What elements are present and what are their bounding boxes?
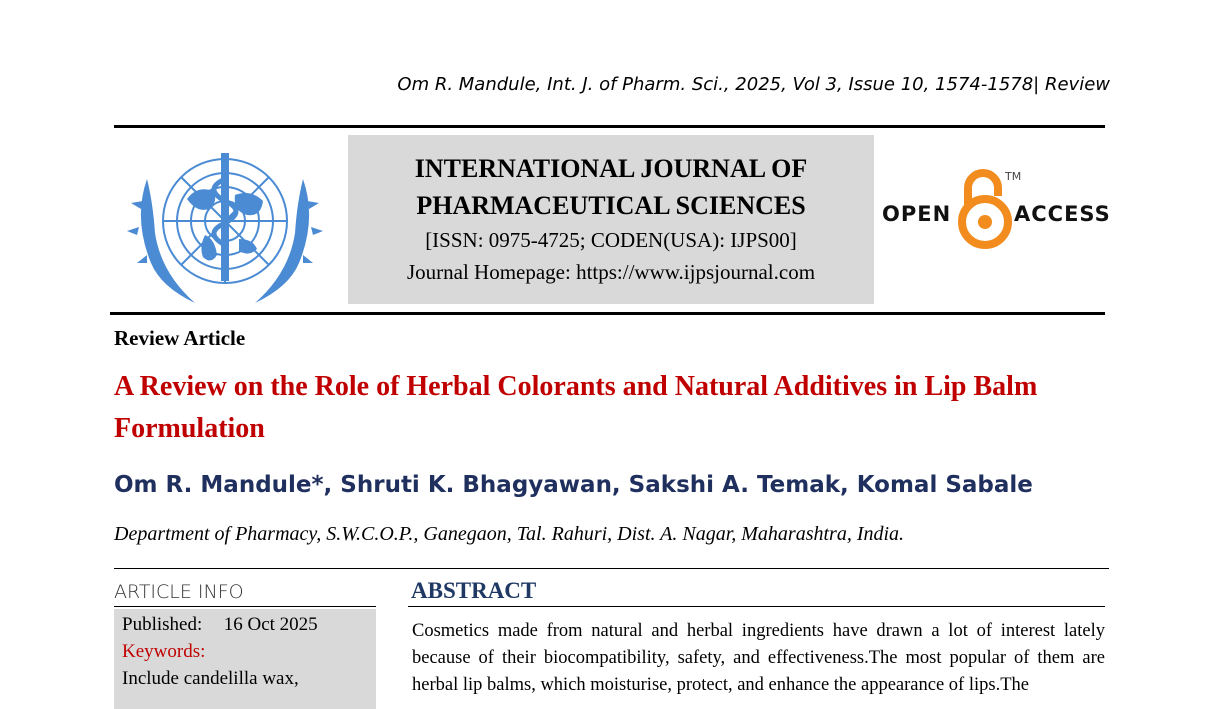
running-header-citation: Om R. Mandule, Int. J. of Pharm. Sci., 2025, Vol 3, Issue 10, 1574-1578| Review xyxy=(397,74,1110,95)
keywords-label: Keywords: xyxy=(122,641,206,662)
journal-name xyxy=(348,150,874,224)
article-info-heading: ARTICLE INFO xyxy=(114,581,244,603)
header-bottom-rule xyxy=(110,312,1105,315)
open-access-right-text: ACCESS xyxy=(1014,202,1111,226)
header-top-rule xyxy=(114,125,1105,128)
open-access-logo xyxy=(880,164,1111,254)
journal-name-line1: INTERNATIONAL JOURNAL OF xyxy=(414,154,808,183)
affiliation-rule xyxy=(114,568,1109,569)
abstract-heading: ABSTRACT xyxy=(411,578,537,603)
keywords-text: Include candelilla wax, xyxy=(122,668,299,689)
journal-homepage: Journal Homepage: https://www.ijpsjournal.com xyxy=(406,260,816,284)
article-info-rule xyxy=(114,606,376,607)
journal-name-line2: PHARMACEUTICAL SCIENCES xyxy=(416,191,806,220)
abstract-rule xyxy=(408,606,1105,607)
open-access-left-text: OPEN xyxy=(882,202,952,226)
abstract-body: Cosmetics made from natural and herbal ingredients have drawn a lot of interest lately because of their biocompatibility, safety, and effectiveness.The most popular of them are herbal lip balms, which moisturise, protect, and enhance the appearance of lips.The xyxy=(412,621,1105,695)
journal-masthead-box xyxy=(348,135,874,304)
article-info-box xyxy=(114,609,376,709)
article-authors: Om R. Mandule*, Shruti K. Bhagyawan, Sakshi A. Temak, Komal Sabale xyxy=(114,472,1033,498)
article-title: A Review on the Role of Herbal Colorants and Natural Additives in Lip Balm Formulation xyxy=(114,371,1038,444)
article-type: Review Article xyxy=(114,326,246,350)
published-date: 16 Oct 2025 xyxy=(223,614,318,635)
published-row xyxy=(122,611,368,638)
journal-emblem-logo xyxy=(127,139,323,307)
author-affiliation: Department of Pharmacy, S.W.C.O.P., Ganegaon, Tal. Rahuri, Dist. A. Nagar, Maharashtra, India. xyxy=(114,523,905,545)
journal-issn: [ISSN: 0975-4725; CODEN(USA): IJPS00] xyxy=(425,228,797,252)
published-label: Published: xyxy=(122,614,203,635)
trademark-mark: TM xyxy=(1005,170,1022,183)
